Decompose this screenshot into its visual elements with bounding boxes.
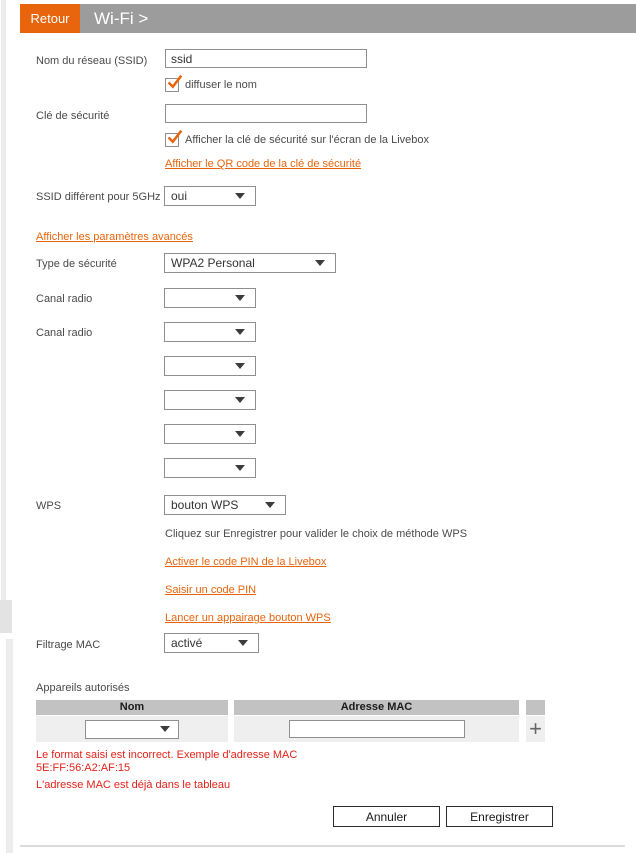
dropdown-arrow-icon — [235, 397, 245, 403]
check-icon — [166, 74, 183, 91]
mac-filter-label: Filtrage MAC — [36, 639, 101, 651]
error-mac-duplicate: L'adresse MAC est déjà dans le tableau — [36, 779, 231, 791]
advanced-settings-link[interactable]: Afficher les paramètres avancés — [36, 231, 193, 243]
error-mac-format-line1: Le format saisi est incorrect. Exemple d'adresse MAC — [36, 749, 298, 761]
ssid-5ghz-select[interactable] — [164, 186, 256, 206]
ssid-input[interactable] — [165, 49, 367, 68]
cancel-button[interactable]: Annuler — [333, 806, 440, 827]
dropdown-arrow-icon — [235, 363, 245, 369]
show-key-checkbox[interactable] — [165, 133, 179, 147]
extra-select-4[interactable] — [164, 458, 256, 478]
radio-channel-2-label: Canal radio — [36, 327, 93, 339]
wps-enter-pin-link[interactable]: Saisir un code PIN — [165, 584, 257, 596]
wps-select[interactable] — [164, 495, 286, 515]
security-type-label: Type de sécurité — [36, 258, 117, 270]
dropdown-arrow-icon — [235, 329, 245, 335]
dropdown-arrow-icon — [238, 640, 248, 646]
dropdown-arrow-icon — [235, 193, 245, 199]
column-header-mac: Adresse MAC — [234, 700, 519, 715]
ssid-5ghz-value: oui — [171, 189, 188, 203]
wps-pairing-link[interactable]: Lancer un appairage bouton WPS — [165, 612, 331, 624]
authorized-devices-title: Appareils autorisés — [36, 682, 130, 694]
dropdown-arrow-icon — [265, 502, 275, 508]
security-key-label: Clé de sécurité — [36, 110, 110, 122]
dropdown-arrow-icon — [160, 726, 170, 732]
bottom-divider — [20, 845, 625, 847]
mac-filter-select[interactable] — [164, 633, 259, 653]
wps-note: Cliquez sur Enregistrer pour valider le choix de méthode WPS — [165, 528, 468, 540]
left-panel-edge — [1, 0, 6, 633]
page-title: Wi-Fi > — [94, 8, 149, 28]
security-type-value: WPA2 Personal — [171, 256, 255, 270]
dropdown-arrow-icon — [315, 260, 325, 266]
devices-table — [36, 700, 545, 742]
dropdown-arrow-icon — [235, 465, 245, 471]
device-entry-row — [36, 716, 545, 742]
security-key-input[interactable] — [165, 104, 367, 123]
left-panel-edge-bottom — [6, 639, 13, 853]
device-name-select[interactable] — [85, 720, 179, 739]
dropdown-arrow-icon — [235, 431, 245, 437]
column-header-name: Nom — [36, 700, 228, 715]
radio-channel-1-select[interactable] — [164, 288, 256, 308]
add-device-button[interactable] — [529, 716, 542, 741]
show-key-row — [165, 133, 429, 147]
plus-icon: + — [529, 716, 542, 741]
radio-channel-2-select[interactable] — [164, 322, 256, 342]
wps-pin-livebox-link[interactable]: Activer le code PIN de la Livebox — [165, 556, 327, 568]
qr-code-link[interactable]: Afficher le QR code de la clé de sécurité — [165, 158, 362, 170]
mac-address-cell — [234, 716, 519, 742]
header-bar — [20, 4, 636, 33]
broadcast-name-row — [165, 78, 257, 92]
back-button[interactable]: Retour — [20, 4, 80, 33]
add-device-cell — [526, 716, 545, 742]
save-button[interactable]: Enregistrer — [446, 806, 553, 827]
device-name-cell — [36, 716, 228, 742]
wps-value: bouton WPS — [171, 498, 239, 512]
ssid-label: Nom du réseau (SSID) — [36, 55, 148, 67]
extra-select-3[interactable] — [164, 424, 256, 444]
mac-filter-value: activé — [171, 636, 203, 650]
ssid-5ghz-label: SSID différent pour 5GHz — [36, 191, 161, 203]
broadcast-name-label: diffuser le nom — [185, 79, 257, 91]
broadcast-name-checkbox[interactable] — [165, 78, 179, 92]
extra-select-2[interactable] — [164, 390, 256, 410]
radio-channel-1-label: Canal radio — [36, 293, 93, 305]
wps-label: WPS — [36, 500, 62, 512]
error-mac-format — [36, 749, 297, 775]
left-panel-notch — [0, 600, 12, 633]
error-mac-format-line2: 5E:FF:56:A2:AF:15 — [36, 762, 131, 774]
column-header-add — [526, 700, 545, 715]
extra-select-1[interactable] — [164, 356, 256, 376]
check-icon — [166, 129, 183, 146]
show-key-label: Afficher la clé de sécurité sur l'écran de la Livebox — [185, 134, 430, 146]
devices-table-header — [36, 700, 545, 715]
dropdown-arrow-icon — [235, 295, 245, 301]
security-type-select[interactable] — [164, 253, 336, 273]
mac-address-input[interactable] — [289, 720, 465, 738]
